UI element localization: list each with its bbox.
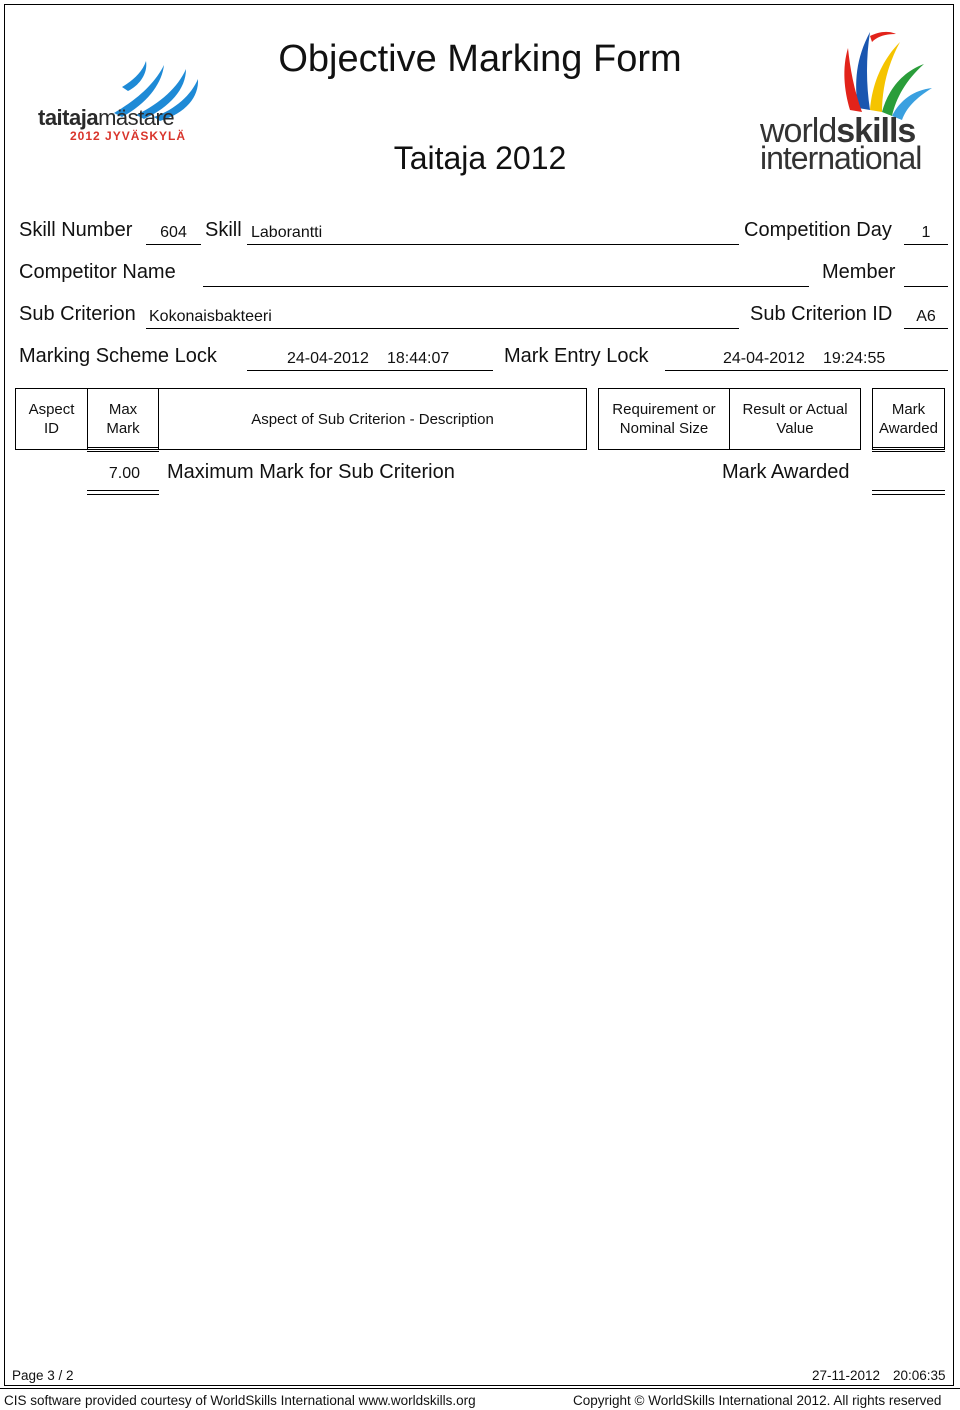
competition-day-label: Competition Day <box>744 219 892 241</box>
footer-courtesy: CIS software provided courtesy of WorldSkills International www.worldskills.org <box>4 1393 476 1408</box>
competitor-name-field <box>203 264 809 287</box>
printed-time: 20:06:35 <box>893 1368 946 1383</box>
member-field <box>904 264 948 287</box>
sub-criterion-label: Sub Criterion <box>19 303 136 325</box>
marking-scheme-lock-label: Marking Scheme Lock <box>19 345 217 367</box>
sub-criterion-id-label: Sub Criterion ID <box>750 303 893 325</box>
col-header-result: Result or Actual Value <box>729 388 861 450</box>
max-mark-total-label: Maximum Mark for Sub Criterion <box>167 461 455 483</box>
mark-entry-lock-field <box>665 348 948 371</box>
col-header-max-mark: Max Mark <box>87 388 159 450</box>
skill-value: Laborantti <box>251 224 323 241</box>
page-subtitle: Taitaja 2012 <box>393 140 567 176</box>
skill-number-label: Skill Number <box>19 219 133 241</box>
footer-rule <box>0 1388 960 1389</box>
mark-awarded-double-rule <box>872 490 945 495</box>
marking-scheme-lock-field <box>247 348 493 371</box>
skill-number-value: 604 <box>160 224 187 241</box>
skill-label: Skill <box>205 219 242 241</box>
marking-scheme-lock-date: 24-04-2012 <box>287 350 369 367</box>
competitor-name-label: Competitor Name <box>19 261 176 283</box>
col-header-description: Aspect of Sub Criterion - Description <box>158 388 587 450</box>
mark-entry-lock-time: 19:24:55 <box>823 350 886 367</box>
mark-entry-lock-label: Mark Entry Lock <box>504 345 649 367</box>
competition-day-value: 1 <box>921 224 931 241</box>
col-header-aspect-id: Aspect ID <box>15 388 88 450</box>
worldskills-logo-line1: worldskills <box>760 112 916 150</box>
col-header-requirement: Requirement or Nominal Size <box>598 388 730 450</box>
page-number: Page 3 / 2 <box>12 1368 74 1383</box>
page-frame <box>4 4 954 1386</box>
header-double-rule-max <box>87 447 159 452</box>
max-mark-double-rule <box>87 490 159 495</box>
mark-entry-lock-date: 24-04-2012 <box>723 350 805 367</box>
member-label: Member <box>822 261 896 283</box>
page-title: Objective Marking Form <box>278 38 682 80</box>
taitaja-logo-sub: 2012 JYVÄSKYLÄ <box>70 129 187 143</box>
marking-scheme-lock-time: 18:44:07 <box>387 350 450 367</box>
footer-copyright: Copyright © WorldSkills International 2012. All rights reserved <box>573 1393 942 1408</box>
max-mark-total: 7.00 <box>108 465 140 482</box>
taitaja-logo-text: taitajamästare <box>38 105 175 130</box>
header-double-rule-awarded <box>872 447 945 452</box>
worldskills-logo-line2: international <box>760 140 922 176</box>
col-header-mark-awarded: Mark Awarded <box>872 388 945 450</box>
printed-date: 27-11-2012 <box>812 1368 881 1383</box>
sub-criterion-value: Kokonaisbakteeri <box>149 308 272 325</box>
mark-awarded-label: Mark Awarded <box>722 461 850 483</box>
sub-criterion-id-value: A6 <box>916 308 936 325</box>
